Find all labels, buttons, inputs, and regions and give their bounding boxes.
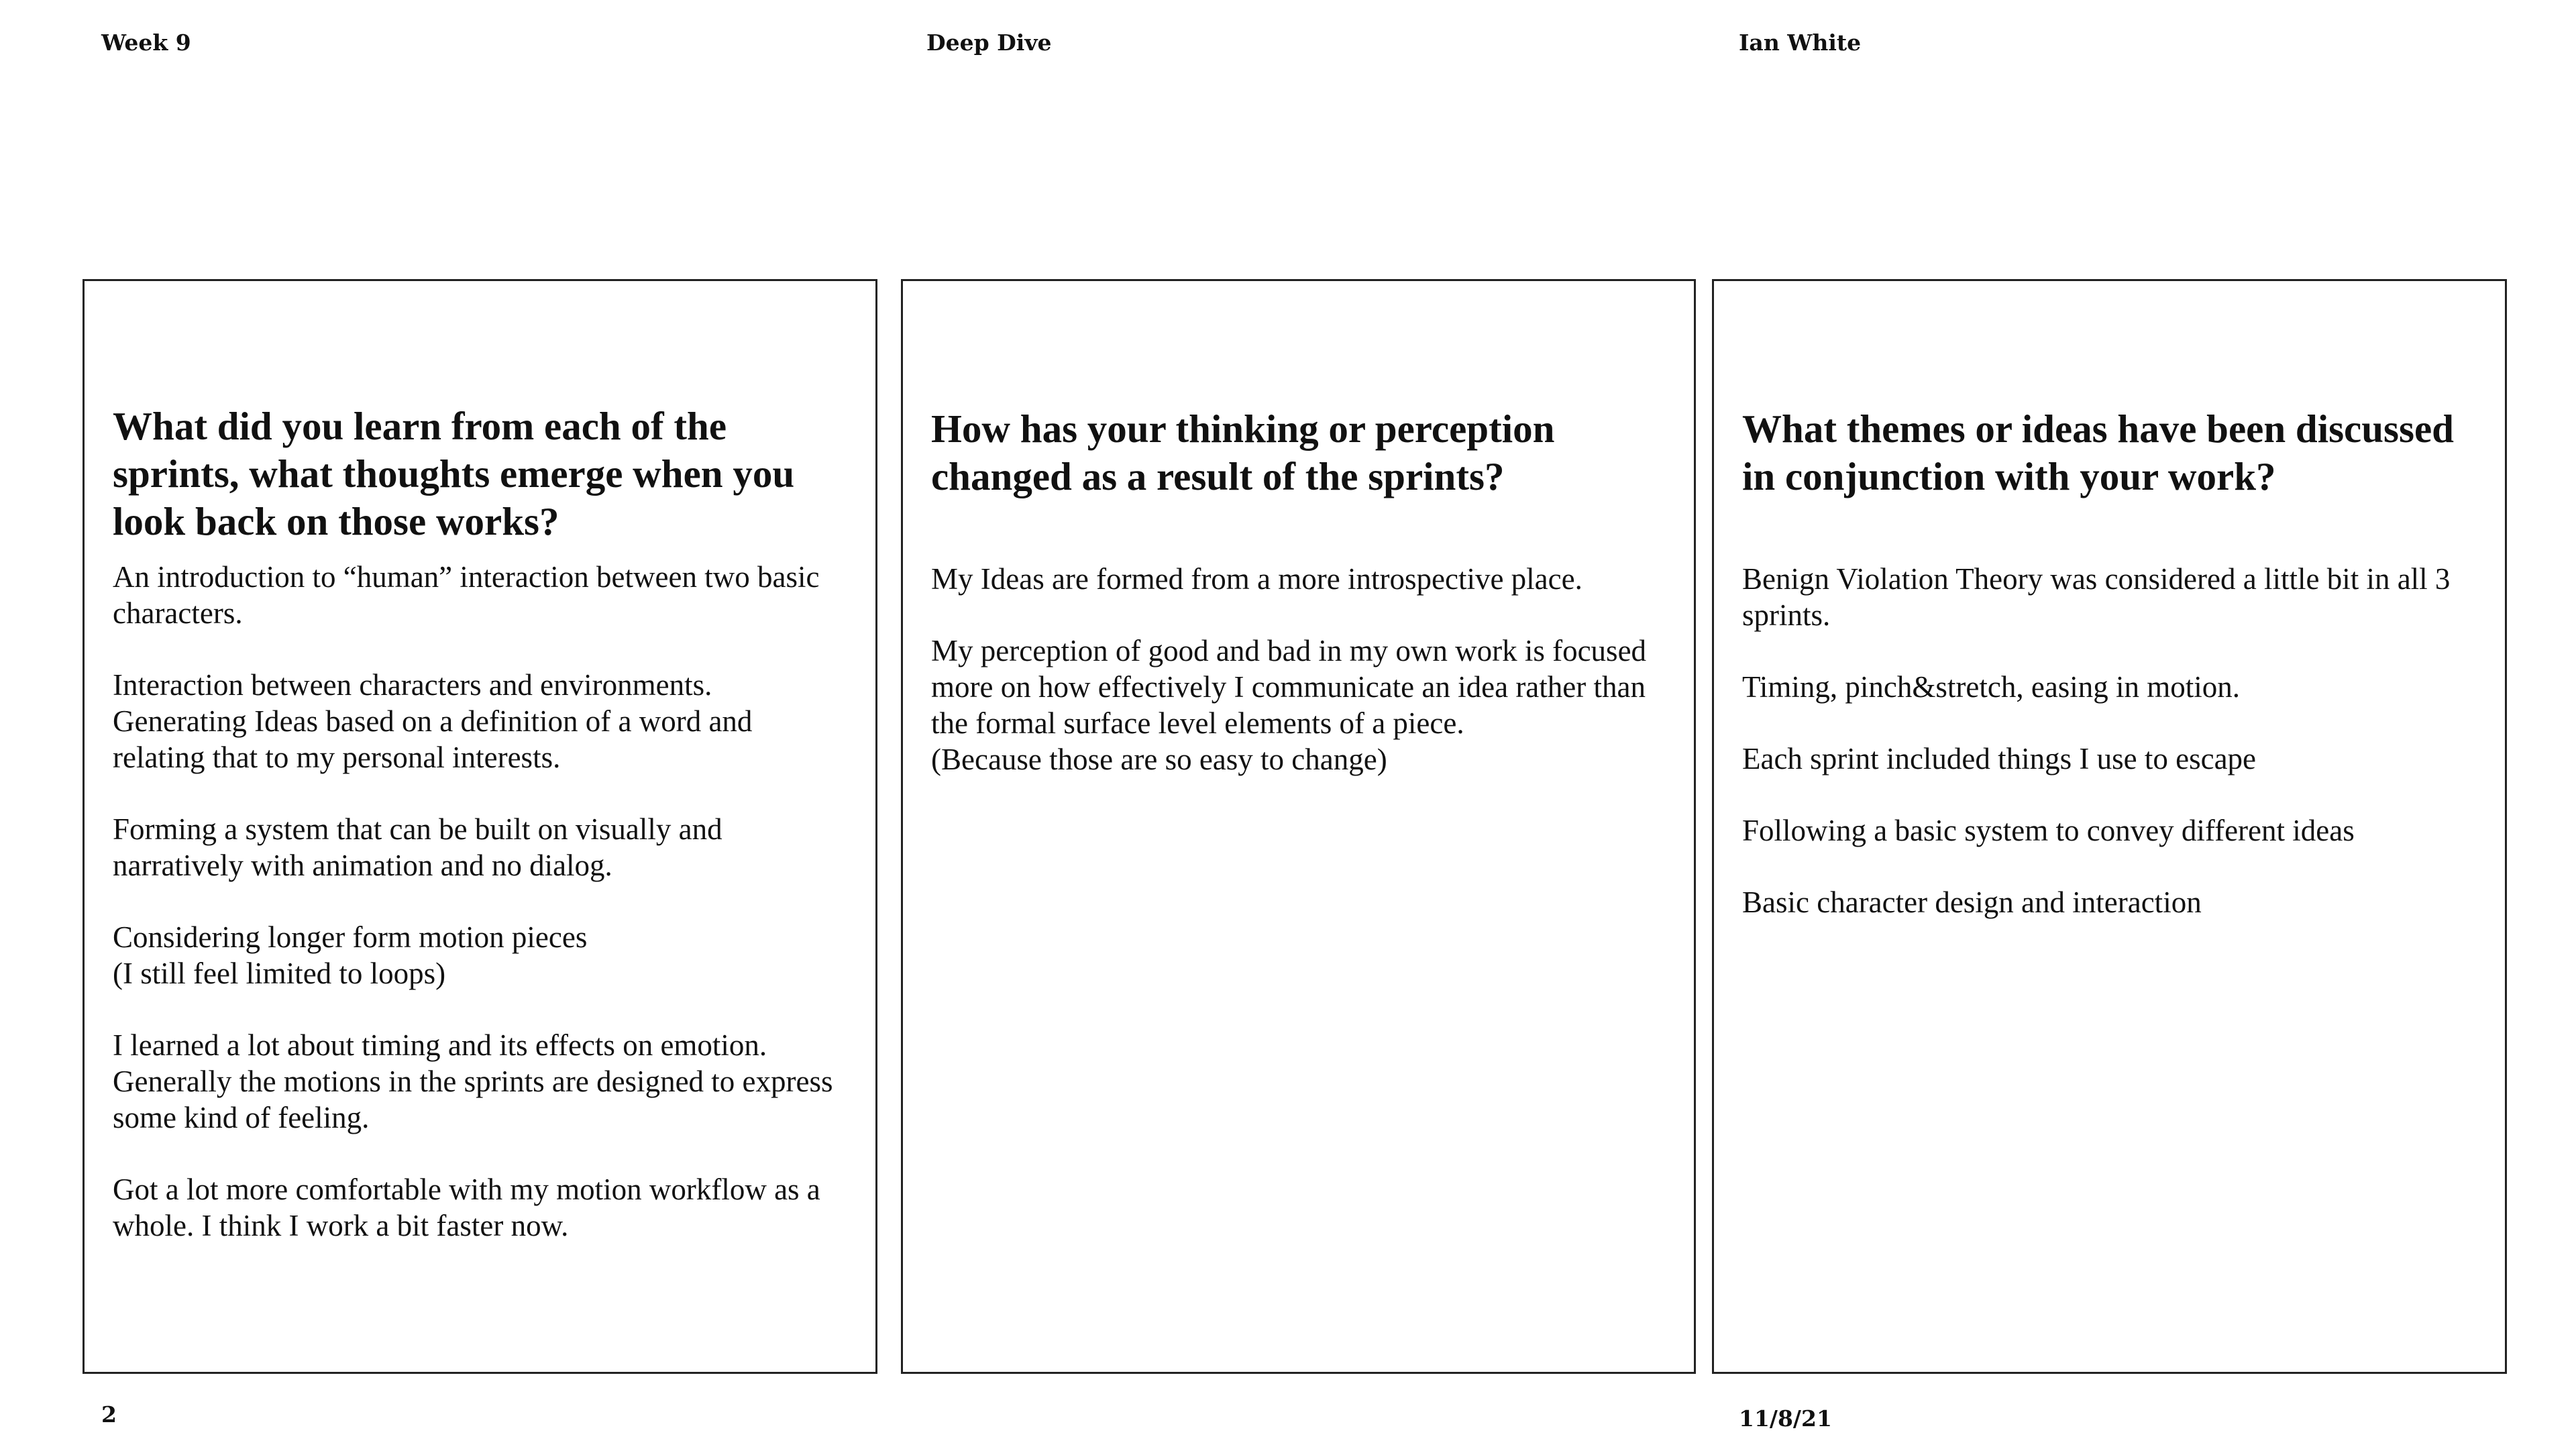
answer-paragraph: Benign Violation Theory was considered a little bit in all 3 sprints.	[1742, 562, 2451, 632]
page-number: 2	[101, 1401, 117, 1428]
panel-themes	[1712, 279, 2507, 1374]
panel-learnings	[83, 279, 877, 1374]
answer-paragraph: Forming a system that can be built on visually and narratively with animation and no dialog.	[113, 812, 722, 882]
answer-paragraph: Following a basic system to convey different ideas	[1742, 814, 2355, 847]
panel-question: What themes or ideas have been discussed in conjunction with your work?	[1742, 407, 2454, 498]
panel-answers	[931, 561, 1667, 777]
answer-paragraph: An introduction to “human” interaction between two basic characters.	[113, 560, 820, 630]
document-title: Deep Dive	[926, 30, 1052, 56]
panel-answers	[1742, 561, 2478, 920]
answer-paragraph: My perception of good and bad in my own work is focused more on how effectively I communicate an idea rather than the formal surface level elements of a piece. (Because those are so easy to change)	[931, 634, 1647, 776]
answer-paragraph: Timing, pinch&stretch, easing in motion.	[1742, 670, 2241, 704]
panel-answers	[113, 559, 849, 1244]
week-label: Week 9	[101, 30, 191, 56]
answer-paragraph: Considering longer form motion pieces (I still feel limited to loops)	[113, 920, 588, 990]
answer-paragraph: Interaction between characters and environments. Generating Ideas based on a definition of a word and relating that to my personal interests.	[113, 668, 753, 774]
answer-paragraph: Basic character design and interaction	[1742, 885, 2202, 919]
panel-question: What did you learn from each of the sprints, what thoughts emerge when you look back on those works?	[113, 404, 795, 543]
panel-question: How has your thinking or perception changed as a result of the sprints?	[931, 407, 1555, 498]
answer-paragraph: My Ideas are formed from a more introspective place.	[931, 562, 1582, 596]
answer-paragraph: Got a lot more comfortable with my motion workflow as a whole. I think I work a bit faster now.	[113, 1173, 820, 1242]
answer-paragraph: I learned a lot about timing and its effects on emotion. Generally the motions in the sprints are designed to express some kind of feeling.	[113, 1028, 833, 1134]
panel-perception	[901, 279, 1696, 1374]
answer-paragraph: Each sprint included things I use to escape	[1742, 742, 2257, 775]
document-date: 11/8/21	[1739, 1405, 1832, 1432]
author-name: Ian White	[1739, 30, 1862, 56]
